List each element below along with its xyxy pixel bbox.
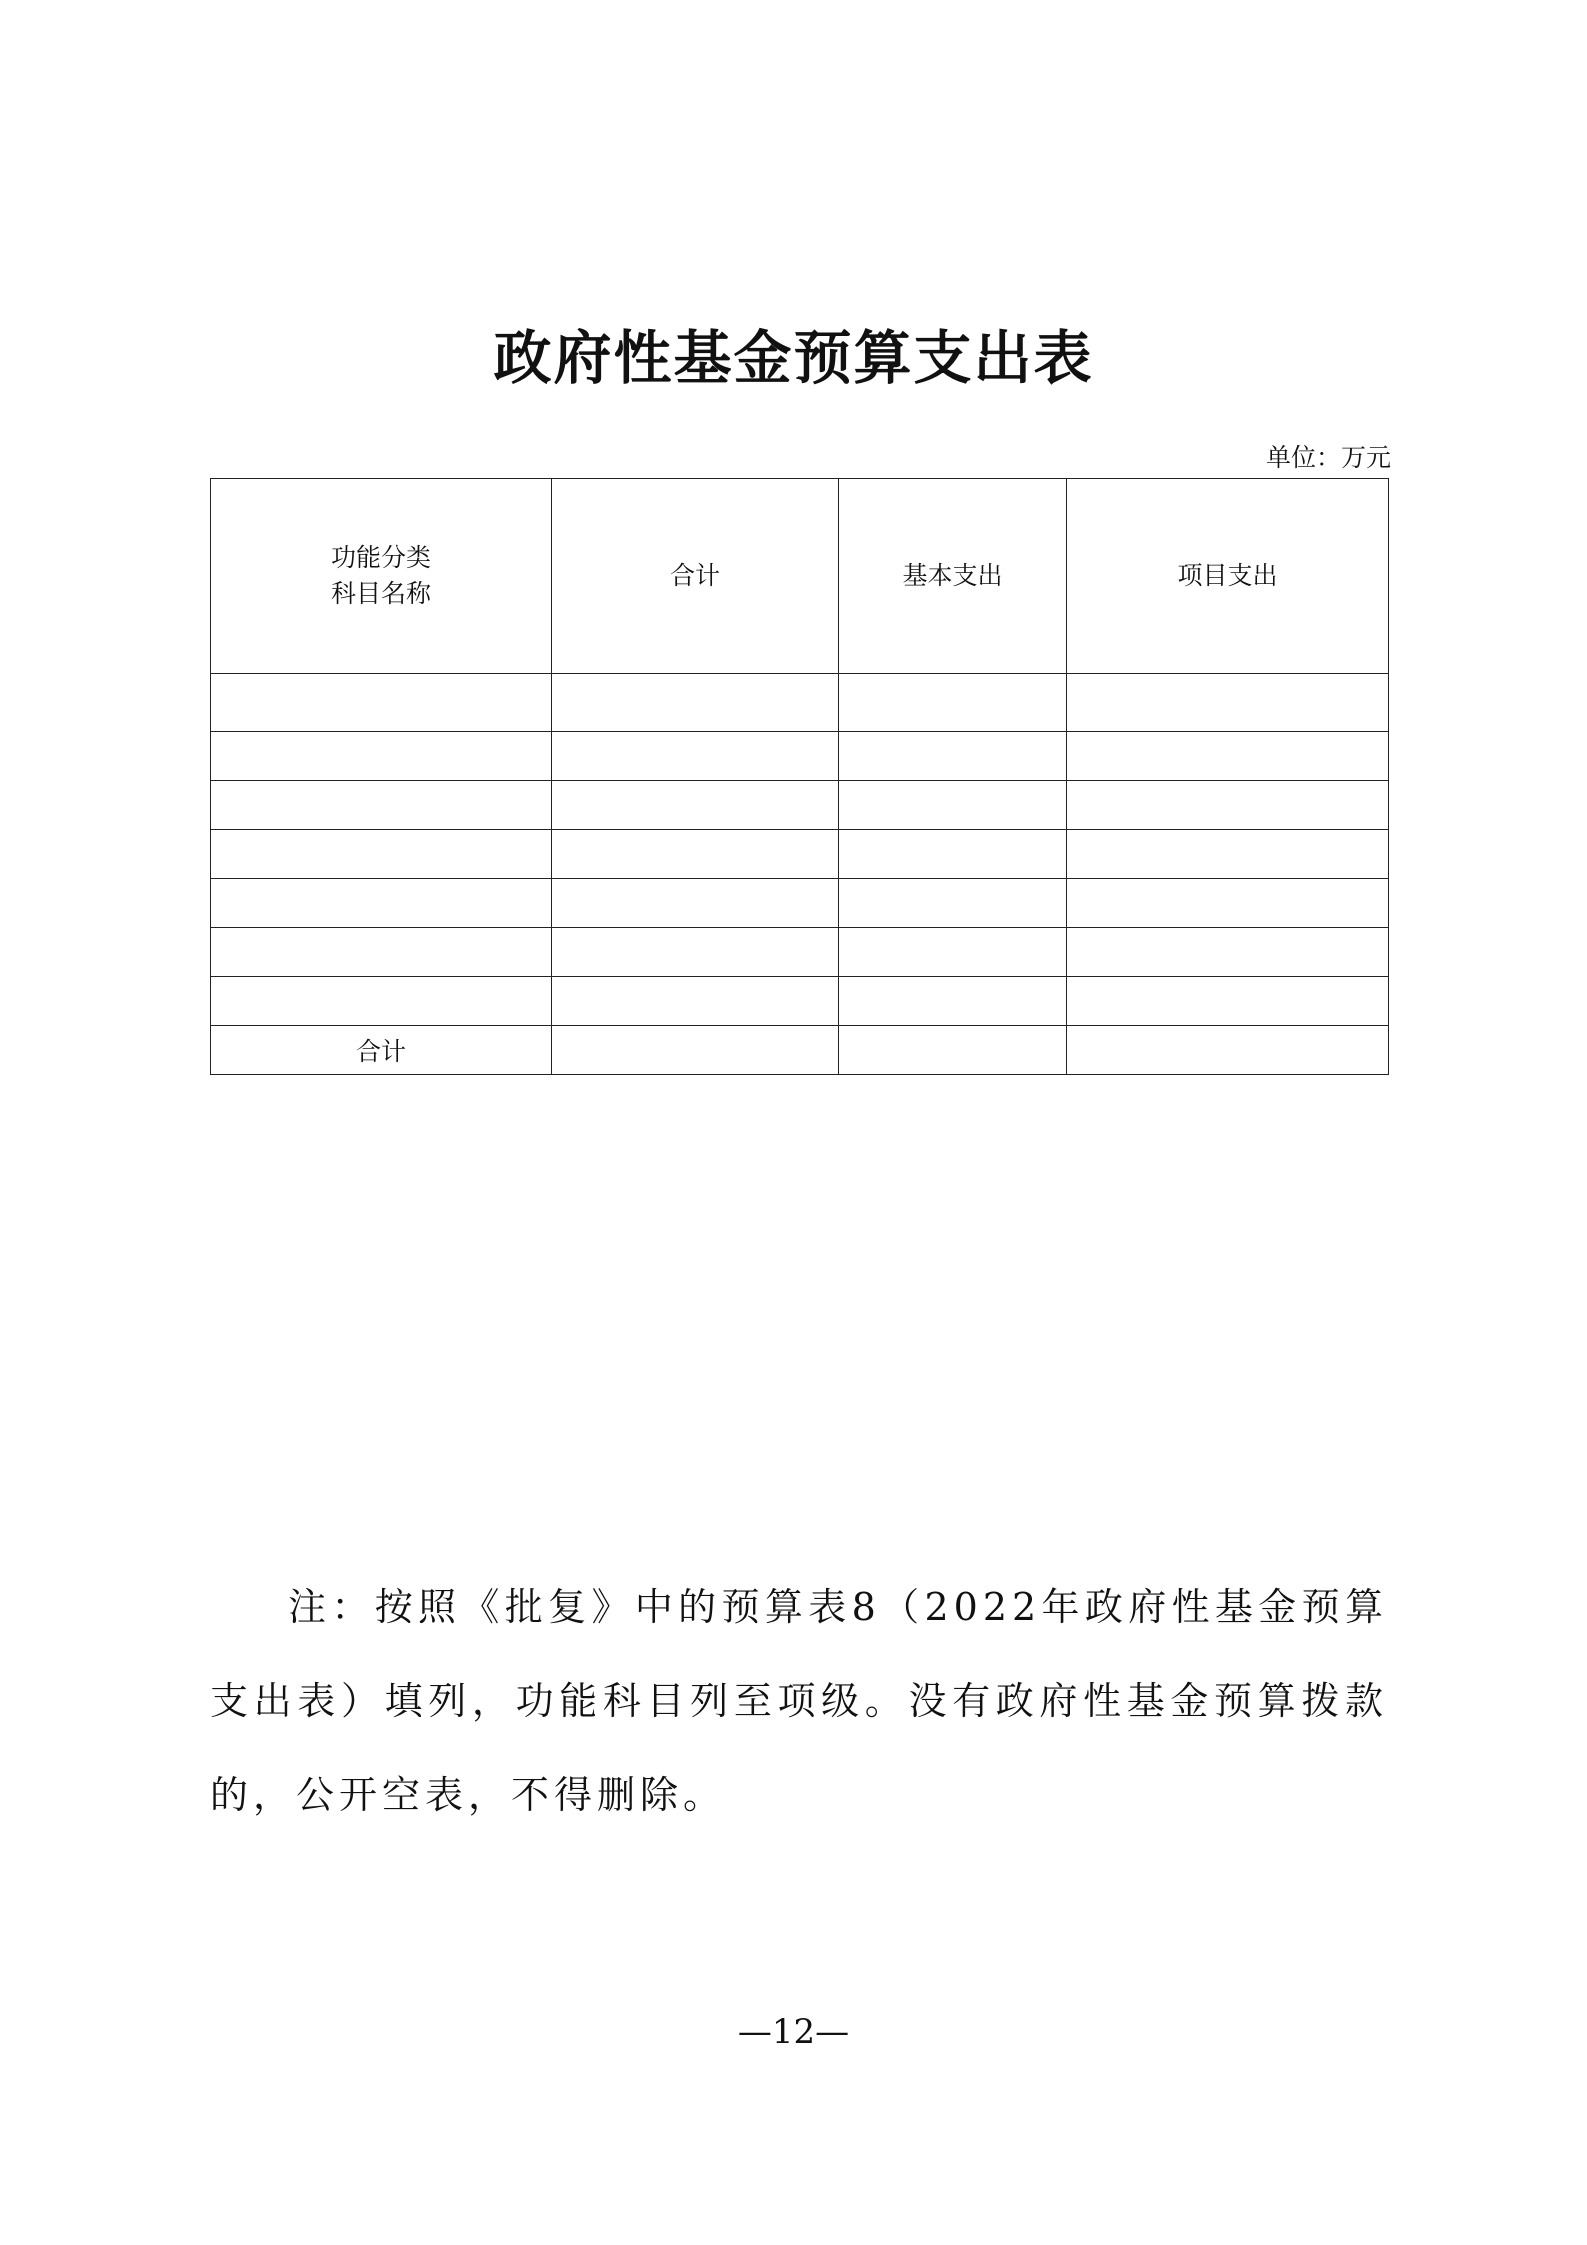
header-total: 合计 <box>552 479 839 674</box>
header-basic-expenditure: 基本支出 <box>839 479 1067 674</box>
table-cell <box>1067 732 1389 781</box>
unit-label: 单位：万元 <box>1265 443 1391 472</box>
total-cell <box>839 1026 1067 1075</box>
table-cell <box>1067 674 1389 732</box>
table-cell <box>839 879 1067 928</box>
table-cell <box>839 781 1067 830</box>
table-cell <box>1067 781 1389 830</box>
table-cell <box>1067 928 1389 977</box>
table-cell <box>552 674 839 732</box>
page-number: —12— <box>737 2012 850 2052</box>
table-cell <box>552 977 839 1026</box>
table-cell <box>211 830 552 879</box>
table-cell <box>839 674 1067 732</box>
table-total-row <box>211 1026 1389 1075</box>
table-cell <box>211 781 552 830</box>
page-title: 政府性基金预算支出表 <box>493 324 1094 392</box>
table-cell <box>1067 879 1389 928</box>
table-row <box>211 732 1389 781</box>
table-cell <box>839 977 1067 1026</box>
header-function-category <box>211 479 552 674</box>
table-row <box>211 879 1389 928</box>
table-cell <box>1067 830 1389 879</box>
table-cell <box>1067 977 1389 1026</box>
total-cell <box>1067 1026 1389 1075</box>
table-cell <box>552 781 839 830</box>
table-cell <box>552 732 839 781</box>
total-cell <box>552 1026 839 1075</box>
header-function-category-line2: 科目名称 <box>330 579 431 608</box>
table-cell <box>211 674 552 732</box>
table-cell <box>211 879 552 928</box>
table-row <box>211 977 1389 1026</box>
total-label: 合计 <box>211 1026 552 1075</box>
table-cell <box>211 977 552 1026</box>
header-function-category-line1: 功能分类 <box>330 543 431 572</box>
table-cell <box>552 928 839 977</box>
table-row <box>211 830 1389 879</box>
table-cell <box>211 928 552 977</box>
table-header-row <box>211 479 1389 674</box>
note-paragraph: 注：按照《批复》中的预算表8（2022年政府性基金预算支出表）填列，功能科目列至项级。没有政府性基金预算拨款的，公开空表，不得删除。 <box>210 1585 1388 1817</box>
header-project-expenditure: 项目支出 <box>1067 479 1389 674</box>
budget-table <box>210 478 1389 1075</box>
table-cell <box>839 928 1067 977</box>
table-cell <box>211 732 552 781</box>
table-row <box>211 928 1389 977</box>
table-cell <box>552 830 839 879</box>
table-cell <box>839 732 1067 781</box>
table-row <box>211 674 1389 732</box>
table-row <box>211 781 1389 830</box>
table-cell <box>839 830 1067 879</box>
table-cell <box>552 879 839 928</box>
